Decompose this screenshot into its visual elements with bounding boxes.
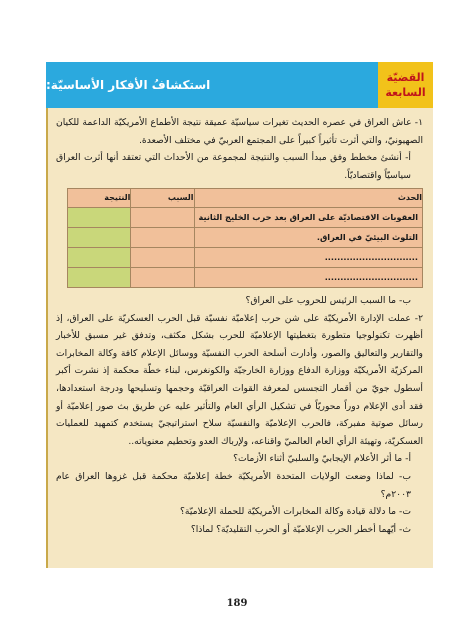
reason-cell[interactable] — [131, 227, 194, 247]
question-2a: أ- ما أثر الأعلام الإيجابيّ والسلبيّ أثناء الأزمات؟ — [233, 453, 411, 465]
event-cell: العقوبات الاقتصاديّة على العراق بعد حرب الخليج الثانية — [194, 207, 422, 227]
section-header — [46, 62, 433, 108]
question-2c: ت- ما دلالة قيادة وكالة المخابرات الأمريكيّة للحملة الإعلاميّة؟ — [180, 506, 411, 518]
table-row — [68, 267, 423, 287]
event-cell: التلوث البيئيّ في العراق. — [194, 227, 422, 247]
question-1b: ب- ما السبب الرئيس للحروب على العراق؟ — [245, 294, 411, 306]
result-cell[interactable] — [68, 267, 131, 287]
question-2b: ب- لماذا وضعت الولايات المتحدة الأمريكيّة خطة إعلاميّة محكمة قبل غزوها العراق عام ٢٠٠٣م؟ — [56, 470, 411, 500]
reason-cell[interactable] — [131, 247, 194, 267]
reason-cell[interactable] — [131, 267, 194, 287]
result-cell[interactable] — [68, 207, 131, 227]
result-cell[interactable] — [68, 227, 131, 247]
header-reason: السبب — [131, 189, 194, 208]
table-row — [68, 247, 423, 267]
event-cell: .............................. — [194, 267, 422, 287]
result-cell[interactable] — [68, 247, 131, 267]
cause-effect-table — [67, 188, 423, 288]
section-title-line1: القضيّة — [386, 71, 425, 84]
section-title-line2: السابعة — [385, 86, 426, 99]
table-header-row — [68, 189, 423, 208]
reason-cell[interactable] — [131, 207, 194, 227]
section-title — [378, 62, 433, 108]
table-row — [68, 207, 423, 227]
question-1a: أ- أنشئ مخطط وفق مبدأ السبب والنتيجة لمجموعة من الأحداث التي تعتقد أنها أثرت العراق سياسيّاً واقتصاديّاً. — [56, 152, 411, 181]
paragraph-1: ١- عاش العراق في عصره الحديث تغيرات سياسيّة عميقة نتيجة الأطماع الأمريكيّة الداعمة للكيان الصهيونيّ، والتي أثرت تأثيراً كبيراً على المجتمع العربيّ في مختلف الأصعدة. — [56, 117, 423, 146]
event-cell: .............................. — [194, 247, 422, 267]
paragraph-2: ٢- عملت الإدارة الأمريكيّة على شن حرب إعلاميّة نفسيّة قبل الحرب العسكريّة على العراق، إذ أظهرت تكنولوجيا متطورة بتغطيتها الإعلاميّة للحرب بشكل مكثف، وتدفق غير مسبق للأخبار والتقارير والتعاليق والصور، وأدارت أسلحة الحرب النفسيّة ووسائل الإعلام كافة وكالة المخابرات المركزيّة الأمريكيّة ووزارة الدفاع ووزارة الخارجيّة والكونغرس، لبناء خطّة محكمة إذ نشرت أكبر أسطول جويّ من أقمار التجسس لمعرفة القوات العراقيّة وحجمها وتسليحها ودرجة استعدادها، فقد أدى الإعلام دوراً محوريّاً في تشكيل الرأي العام والتأثير عليه عن طريق بث صور إعلاميّة أو رسائل صوتية مفبركة، فالحرب الإعلاميّة والنفسيّة سلاح استراتيجيّ يستخدم كتمهيد للعمليات العسكريّة، وتهيئة الرأي العام العالميّ واقناعه، ولإرباك العدو وتحطيم معنوياته.. — [56, 312, 423, 447]
content-box — [46, 108, 433, 568]
table-row — [68, 227, 423, 247]
header-event: الحدث — [194, 189, 422, 208]
section-topic: استكشافُ الأفكار الأساسيّة: — [46, 62, 378, 108]
question-2d: ث- أيّهما أخطر الحرب الإعلاميّة أو الحرب التقليديّة؟ لماذا؟ — [190, 523, 411, 535]
header-result: النتيجة — [68, 189, 131, 208]
page-number: 189 — [226, 598, 248, 609]
